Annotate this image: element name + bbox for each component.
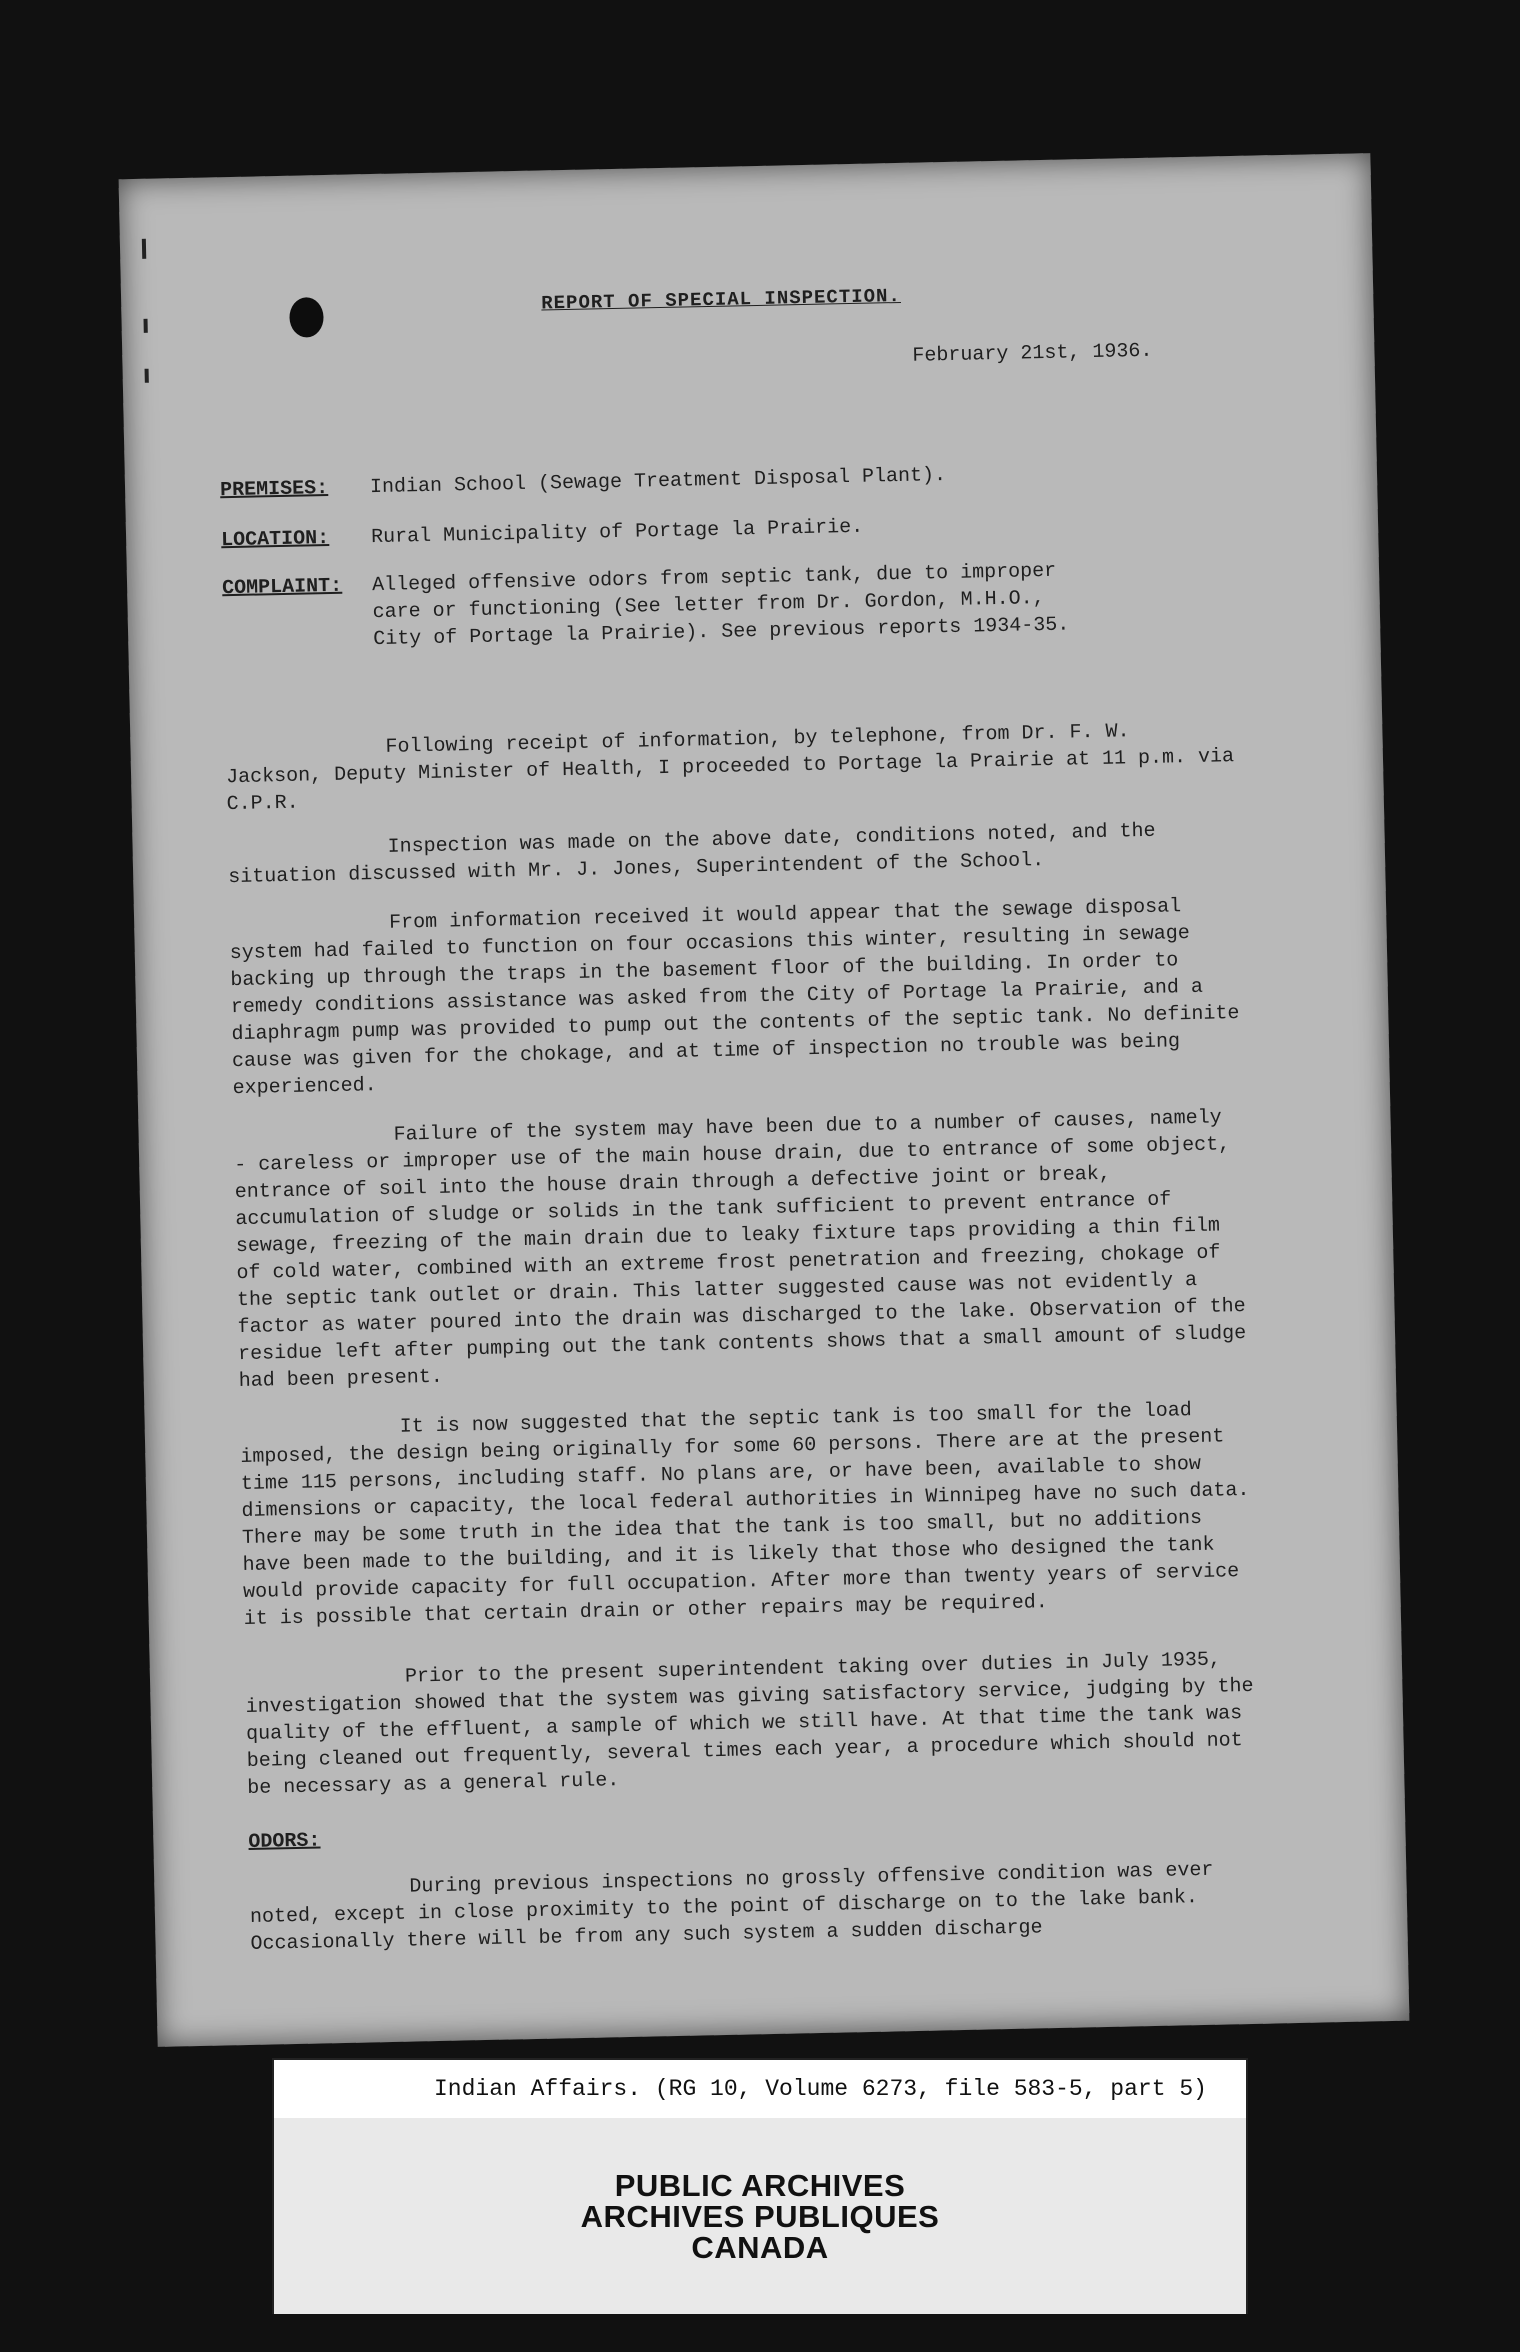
report-content — [119, 153, 1410, 2047]
stamp-line-english: PUBLIC ARCHIVES — [614, 2168, 906, 2203]
document-page — [119, 153, 1410, 2047]
complaint-field — [222, 557, 1074, 656]
odors-heading: ODORS: — [248, 1829, 321, 1854]
archive-reference-label: Indian Affairs. (RG 10, Volume 6273, file 583-5, part 5) — [272, 2058, 1248, 2120]
premises-field — [220, 456, 1230, 504]
stamp-line-french: ARCHIVES PUBLIQUES — [580, 2199, 940, 2234]
location-field — [221, 506, 1231, 554]
complaint-label: COMPLAINT: — [221, 574, 343, 601]
paragraph: It is now suggested that the septic tank is too small for the load imposed, the design being originally for some 60 persons. There are at the present time 115 persons, including staff. No plans are, or have been, available to show dimensions or capacity, the local federal authorities in Winnipeg have no such data. There may be some truth in the idea that the tank is too small, but no additions have been made to the building, and it is likely that those who designed the tank would provide capacity for full occupation. After more than twenty years of service it is possible that certain drain or other repairs may be required. — [240, 1399, 1250, 1632]
report-date: February 21st, 1936. — [912, 339, 1153, 368]
archive-stamp — [272, 2118, 1248, 2314]
paragraph: Failure of the system may have been due to a number of causes, namely - careless or improper use of the main house drain, due to entrance of some object, entrance of soil into the house drain through a defective joint or break, accumulation of sludge or solids in the tank sufficient to prevent entrance of sewage, freezing of the main drain due to leaky fixture taps providing a thin film of cold water, combined with an extreme frost penetration and freezing, chokage of the septic tank outlet or drain. This latter suggested cause was not evidently a factor as water poured into the drain was discharged to the lake. Observation of the residue left after pumping out the tank contents shows that a small amount of sludge had been present. — [234, 1106, 1247, 1394]
paragraph: From information received it would appear that the sewage disposal system had failed to function on four occasions this winter, resulting in sewage backing up through the traps in the basement floor of the building. In order to remedy conditions assistance was asked from the City of Portage la Prairie, and a diaphragm pump was provided to pump out the contents of the septic tank. No definite cause was given for the chokage, and at time of inspection no trouble was being experienced. — [229, 895, 1240, 1101]
paragraph: Following receipt of information, by telephone, from Dr. F. W. Jackson, Deputy Minister of Health, I proceeded to Portage la Prairie at 11 p.m. via C.P.R. — [225, 720, 1235, 817]
location-label: LOCATION: — [220, 526, 330, 553]
location-value: Rural Municipality of Portage la Prairie. — [370, 515, 864, 550]
complaint-value: Alleged offensive odors from septic tank, due to improper care or functioning (See letter from Dr. Gordon, M.H.O., City of Portage la Prairie). See previous reports 1934-35. — [371, 559, 1070, 652]
report-title: REPORT OF SPECIAL INSPECTION. — [541, 284, 902, 315]
stamp-line-country: CANADA — [691, 2230, 829, 2265]
paragraph: Inspection was made on the above date, conditions noted, and the situation discussed with Mr. J. Jones, Superintendent of the School. — [227, 819, 1156, 890]
premises-value: Indian School (Sewage Treatment Disposal Plant). — [369, 464, 947, 500]
odors-paragraph: During previous inspections no grossly offensive condition was ever noted, except in close proximity to the point of discharge on to the lake bank. Occasionally there will be from any such system a sudden discharge — [249, 1858, 1214, 1956]
paragraph: Prior to the present superintendent taking over duties in July 1935, investigation showed that the system was giving satisfactory service, judging by the quality of the effluent, a sample of which we still have. At that time the tank was being cleaned out frequently, several times each year, a procedure which should not be necessary as a general rule. — [245, 1648, 1254, 1800]
premises-label: PREMISES: — [219, 476, 329, 503]
